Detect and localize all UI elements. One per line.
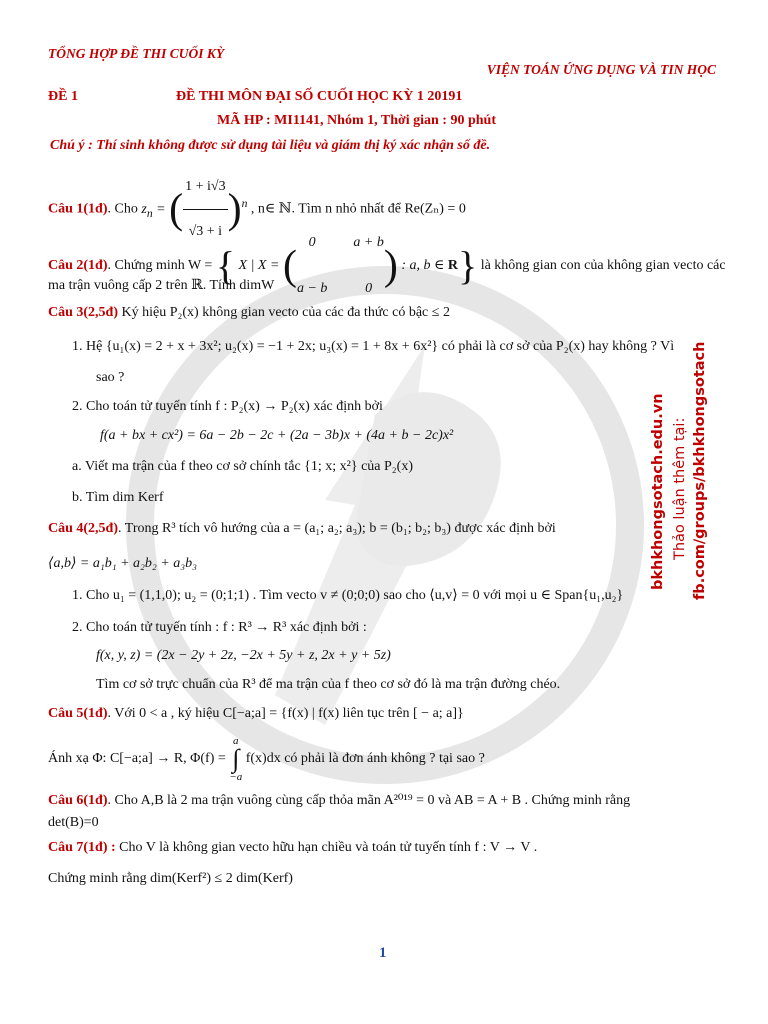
q2-text-b: là không gian con của không gian vecto các: [480, 258, 726, 274]
q6-text: . Cho A,B là 2 ma trận vuông cùng cấp thỏa mãn A²⁰¹⁹ = 0 và AB = A + B . Chứng minh rằng: [107, 793, 631, 808]
q5-line-2: [48, 735, 485, 783]
q3-part-1: 1. Hệ {u₁(x) = 2 + x + 3x²; u₂(x) = −1 + 2x; u₃(x) = 1 + 8x + 6x²} có phải là cơ sở của P₂(x) hay không ? Vì: [72, 339, 675, 354]
question-2: Câu 2(1đ). Chứng minh W = { X | X = ( 0 a + b a − b 0 ) : a, b ∈ R} là không gian con của không gian vecto các: [48, 220, 726, 312]
q7-text: Cho V là không gian vecto hữu hạn chiều và toán tử tuyến tính f : V → V .: [115, 840, 538, 855]
q4-part-1: 1. Cho u₁ = (1,1,0); u₂ = (0;1;1) . Tìm vecto v ≠ (0;0;0) sao cho ⟨u,v⟩ = 0 với mọi u ∈ Span{u₁,u₂}: [72, 588, 624, 603]
exam-code: MÃ HP : MI1141, Nhóm 1, Thời gian : 90 phút: [217, 113, 496, 128]
question-7: [48, 840, 537, 856]
q2-matrix: 0 a + b a − b 0: [296, 235, 384, 296]
q3-part-2-formula: f(a + bx + cx²) = 6a − 2b − 2c + (2a − 3b)x + (4a + b − 2c)x²: [100, 428, 454, 443]
q2-paren-left: (: [282, 243, 297, 289]
side-facebook-group: fb.com/groups/bkhkhongsotach: [692, 341, 708, 600]
exam-note: Chú ý : Thí sinh không được sử dụng tài liệu và giám thị ký xác nhận số đề.: [50, 138, 491, 153]
q2-line-2: ma trận vuông cấp 2 trên ℝ. Tính dimW: [48, 278, 275, 293]
page-number: 1: [379, 945, 387, 961]
q6-line-2: det(B)=0: [48, 815, 99, 830]
q2-brace-left: {: [215, 243, 236, 288]
q4-part-2b: Tìm cơ sở trực chuẩn của R³ để ma trận của f theo cơ sở đó là ma trận đường chéo.: [96, 677, 561, 692]
question-6: [48, 792, 630, 809]
q5-intro: . Với 0 < a , ký hiệu C[−a;a] = {f(x) | f(x) liên tục trên [ − a; a]}: [107, 706, 464, 721]
q1-label: Câu 1(1đ): [48, 201, 108, 217]
q6-label: Câu 6(1đ): [48, 793, 108, 808]
q4-part-2-formula: f(x, y, z) = (2x − 2y + 2z, −2x + 5y + z, 2x + y + 5z): [96, 648, 391, 663]
side-website: bkhkhongsotach.edu.vn: [650, 393, 666, 590]
side-discussion: Thảo luận thêm tại:: [672, 417, 688, 560]
exam-title: ĐỀ THI MÔN ĐẠI SỐ CUỐI HỌC KỲ 1 20191: [176, 89, 463, 104]
q1-paren-right: ): [227, 186, 242, 233]
q3-label: Câu 3(2,5đ): [48, 305, 119, 320]
question-5: [48, 706, 464, 722]
q4-label: Câu 4(2,5đ): [48, 521, 119, 536]
q4-intro: . Trong R³ tích vô hướng của a = (a₁; a₂; a₃); b = (b₁; b₂; b₃) được xác định bởi: [118, 521, 556, 536]
q2-text-a: . Chứng minh W =: [107, 258, 216, 274]
exam-number: ĐỀ 1: [48, 89, 78, 104]
question-1: Câu 1(1đ). Cho $z_n$ = ( $\frac{1 + i√3}{√3 + i}$ )$^n$ , n∈ ℕ. Tìm n nhỏ nhất để Re(Zₙ) = 0: [48, 165, 466, 254]
q7-label: Câu 7(1đ) :: [48, 840, 116, 855]
q1-fraction: $\frac{1 + i√3}{√3 + i}$: [183, 165, 227, 254]
q5-line-2b: f(x)dx có phải là đơn ánh không ? tại sao ?: [242, 751, 485, 767]
q3-part-b: b. Tìm dim Kerf: [72, 490, 164, 505]
q3-part-a: a. Viết ma trận của f theo cơ sở chính tắc {1; x; x²} của P₂(x): [72, 459, 414, 474]
header-left: TỔNG HỢP ĐỀ THI CUỐI KỲ: [48, 46, 225, 61]
question-4: [48, 521, 556, 537]
q2-paren-right: ): [383, 243, 398, 289]
q1-zn: $z_n$ =: [141, 201, 166, 220]
q5-line-2a: Ánh xạ Φ: C[−a;a] → R, Φ(f) =: [48, 751, 230, 767]
header-right: VIỆN TOÁN ỨNG DỤNG VÀ TIN HỌC: [486, 62, 716, 77]
q3-part-1b: sao ?: [96, 370, 125, 385]
q3-intro: Ký hiệu P₂(x) không gian vecto của các đa thức có bậc ≤ 2: [118, 305, 450, 320]
question-3: [48, 305, 450, 321]
q4-part-2: 2. Cho toán tử tuyến tính : f : R³ → R³ xác định bởi :: [72, 620, 367, 635]
q3-part-2: 2. Cho toán tử tuyến tính f : P₂(x) → P₂(x) xác định bởi: [72, 399, 383, 414]
q2-brace-right: }: [458, 243, 478, 288]
q1-text-b: , n∈ ℕ. Tìm n nhỏ nhất để Re(Zₙ) = 0: [250, 201, 466, 217]
q1-paren-left: (: [169, 186, 184, 233]
q4-inner-product: ⟨a,b⟩ = a₁b₁ + a₂b₂ + a₃b₃: [48, 556, 197, 571]
q7-line-2: Chứng minh rằng dim(Kerf²) ≤ 2 dim(Kerf): [48, 871, 293, 886]
q1-text-a: . Cho: [107, 201, 142, 217]
q2-label: Câu 2(1đ): [48, 258, 108, 274]
q5-integral: a ∫ −a: [229, 735, 243, 783]
q5-label: Câu 5(1đ): [48, 706, 108, 721]
